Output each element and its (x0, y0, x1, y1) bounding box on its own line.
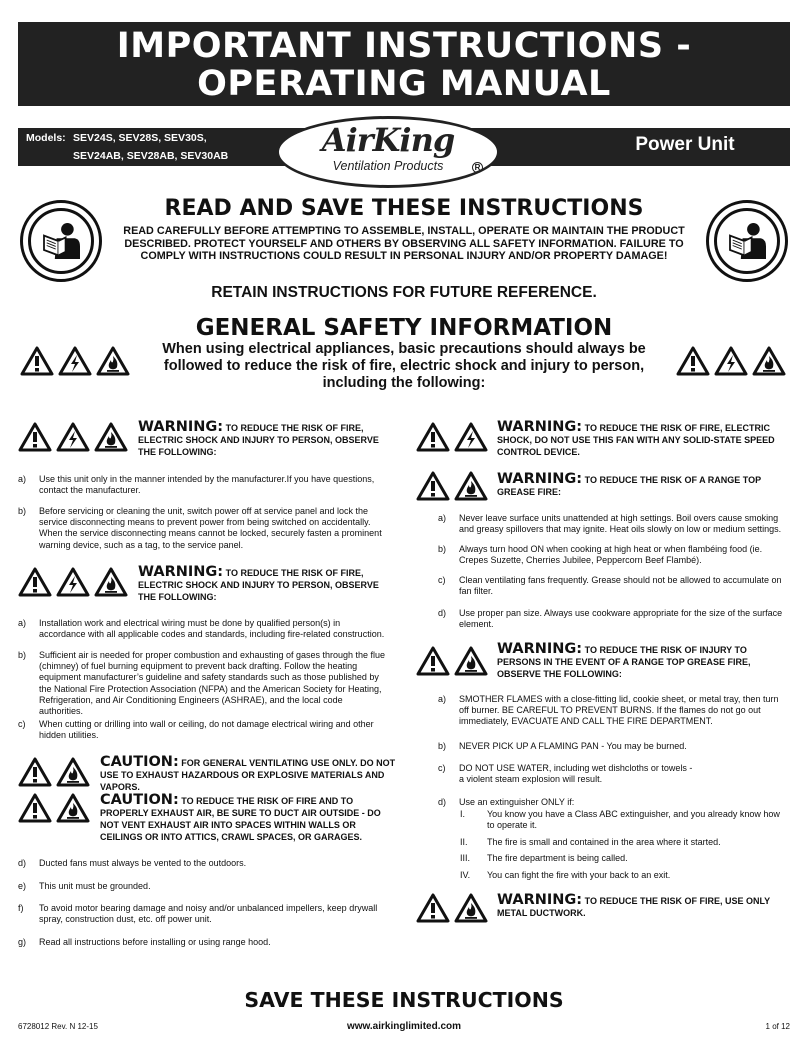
warning-heading (497, 894, 787, 919)
warning-label: WARNING: (138, 564, 224, 580)
item-letter: b) (18, 506, 27, 516)
warning-text: TO REDUCE THE RISK OF FIRE, ELECTRIC SHOCK AND INJURY TO PERSON, OBSERVE THE FOLLOWING: (138, 568, 379, 602)
item-text: SMOTHER FLAMES with a close-fitting lid, cookie sheet, or metal tray, then turn off burner. BE CAREFUL TO PREVENT BURNS. If the flames do not go out immediately, EVACUATE AND CALL THE FIRE DEPARTMENT. (459, 694, 779, 727)
item-text: Never leave surface units unattended at high settings. Boil overs cause smoking and greasy spillovers that may ignite. Heat oils slowly on low or medium settings. (459, 513, 782, 535)
warning-text: TO REDUCE THE RISK OF FIRE, ELECTRIC SHOCK AND INJURY TO PERSON, OBSERVE THE FOLLOWING: (138, 423, 379, 457)
fire-hazard-icon (96, 346, 130, 376)
warning-text: TO REDUCE THE RISK OF FIRE, USE ONLY METAL DUCTWORK. (497, 896, 770, 918)
item-letter: c) (438, 763, 446, 773)
document-number: 6728012 Rev. N 12-15 (18, 1022, 98, 1031)
item-text: Use proper pan size. Always use cookware appropriate for the size of the surface element. (459, 608, 783, 630)
caution-label: CAUTION: (100, 792, 179, 808)
warning-exclamation-icon (18, 567, 52, 597)
warning-exclamation-icon (676, 346, 710, 376)
website-link[interactable]: www.airkinglimited.com (346, 1021, 462, 1032)
read-manual-icon (706, 200, 788, 282)
registered-mark-icon: R (472, 162, 483, 173)
title-banner (18, 22, 790, 106)
fire-hazard-icon (454, 471, 488, 501)
general-safety-subtitle: When using electrical appliances, basic precautions should always be followed to reduce the risk of fire, electric shock and injury to person, including the following: (162, 341, 646, 391)
item-letter: d) (438, 608, 447, 618)
warning-exclamation-icon (18, 757, 52, 787)
hazard-icons (416, 646, 488, 676)
hazard-icons (18, 757, 90, 787)
item-letter: e) (18, 881, 27, 891)
item-text: DO NOT USE WATER, including wet dishcloths or towels - a violent steam explosion will result. (459, 763, 693, 785)
hazard-icons (416, 471, 488, 501)
warning-heading (497, 473, 787, 498)
item-letter: d) (18, 858, 27, 868)
item-text: Use an extinguisher ONLY if: (459, 797, 575, 807)
warning-label: WARNING: (497, 419, 583, 435)
warning-exclamation-icon (18, 793, 52, 823)
models-label: Models: (26, 132, 66, 144)
save-instructions-heading: SAVE THESE INSTRUCTIONS (244, 988, 564, 1012)
item-text: When cutting or drilling into wall or ceiling, do not damage electrical wiring and other hidden utilities. (39, 719, 374, 741)
item-text: Installation work and electrical wiring must be done by qualified person(s) in accordance with all applicable codes and standards, including fire-related construction. (39, 618, 385, 640)
fire-hazard-icon (56, 757, 90, 787)
electric-shock-icon (58, 346, 92, 376)
warning-label: WARNING: (497, 641, 583, 657)
caution-heading (100, 756, 396, 793)
warning-exclamation-icon (416, 422, 450, 452)
item-numeral: I. (460, 809, 466, 819)
fire-hazard-icon (94, 422, 128, 452)
caution-heading (100, 794, 396, 843)
warning-heading (138, 566, 388, 603)
item-text: The fire is small and contained in the area where it started. (487, 837, 721, 847)
fire-hazard-icon (56, 793, 90, 823)
item-text: Clean ventilating fans frequently. Grease should not be allowed to accumulate on fan filter. (459, 575, 782, 597)
warning-heading (497, 421, 787, 458)
warning-exclamation-icon (20, 346, 54, 376)
warning-heading (138, 421, 388, 458)
item-letter: a) (438, 513, 447, 523)
item-text: This unit must be grounded. (39, 881, 151, 891)
item-letter: b) (438, 741, 447, 751)
item-text: You know you have a Class ABC extinguisher, and you already know how to operate it. (487, 809, 780, 831)
hazard-icons (416, 893, 488, 923)
warning-label: WARNING: (497, 471, 583, 487)
item-text: Before servicing or cleaning the unit, switch power off at service panel and lock the service disconnecting means to prevent power from being switched on accidentally. When the service disconnecting means cannot be locked, securely fasten a prominent warning device, such as a tag, to the service panel. (39, 506, 382, 550)
read-save-heading: READ AND SAVE THESE INSTRUCTIONS (164, 196, 644, 221)
item-letter: g) (18, 937, 27, 947)
item-letter: a) (18, 618, 27, 628)
electric-shock-icon (56, 422, 90, 452)
warning-exclamation-icon (18, 422, 52, 452)
item-text: NEVER PICK UP A FLAMING PAN - You may be burned. (459, 741, 687, 751)
fire-hazard-icon (454, 893, 488, 923)
item-text: To avoid motor bearing damage and noisy and/or unbalanced impellers, keep drywall spray, construction dust, etc. off power unit. (39, 903, 378, 925)
general-safety-heading: GENERAL SAFETY INFORMATION (195, 315, 613, 341)
caution-text: FOR GENERAL VENTILATING USE ONLY. DO NOT USE TO EXHAUST HAZARDOUS OR EXPLOSIVE MATERIALS AND VAPORS. (100, 758, 396, 792)
item-letter: c) (438, 575, 446, 585)
electric-shock-icon (454, 422, 488, 452)
item-letter: a) (438, 694, 447, 704)
item-text: Always turn hood ON when cooking at high heat or when flambéing food (ie. Crepes Suzette, Cherries Jubilee, Peppercorn Beef Flambé). (459, 544, 763, 566)
hazard-icons (18, 793, 90, 823)
item-text: The fire department is being called. (487, 853, 628, 863)
caution-label: CAUTION: (100, 754, 179, 770)
fire-hazard-icon (94, 567, 128, 597)
fire-hazard-icon (454, 646, 488, 676)
item-letter: f) (18, 903, 24, 913)
item-text: Ducted fans must always be vented to the outdoors. (39, 858, 247, 868)
caution-text: TO REDUCE THE RISK OF FIRE AND TO PROPERLY EXHAUST AIR, BE SURE TO DUCT AIR OUTSIDE - DO NOT VENT EXHAUST AIR INTO SPACES WITHIN WALLS OR CEILINGS OR INTO ATTICS, CRAWL SPACES, OR GARAGES. (100, 796, 381, 842)
electric-shock-icon (56, 567, 90, 597)
brand-name: AirKing (321, 121, 455, 159)
item-text: Sufficient air is needed for proper combustion and exhausting of gases through the flue (chimney) of fuel burning equipment to prevent back drafting. Follow the heating equipment manufacturer’s guideline and safety standards such as those published by the National Fire Protection Association (NFPA) and the American Society for Heating, Refrigeration, and Air Conditioning Engineers (ASHRAE), and the local code authorities. (39, 650, 386, 717)
warning-exclamation-icon (416, 646, 450, 676)
item-numeral: II. (460, 837, 468, 847)
read-save-body: READ CAREFULLY BEFORE ATTEMPTING TO ASSEMBLE, INSTALL, OPERATE OR MAINTAIN THE PRODUCT DESCRIBED. PROTECT YOURSELF AND OTHERS BY OBSERVING ALL SAFETY INFORMATION. FAILURE TO COMPLY WITH INSTRUCTIONS COULD RESULT IN PERSONAL INJURY AND/OR PROPERTY DAMAGE! (123, 225, 685, 262)
item-letter: b) (18, 650, 27, 660)
warning-label: WARNING: (497, 892, 583, 908)
fire-hazard-icon (752, 346, 786, 376)
electric-shock-icon (714, 346, 748, 376)
hazard-icons (18, 567, 128, 597)
hazard-icons-right (676, 346, 786, 376)
item-numeral: III. (460, 853, 471, 863)
item-text: You can fight the fire with your back to an exit. (487, 870, 671, 880)
warning-text: TO REDUCE THE RISK OF FIRE, ELECTRIC SHOCK, DO NOT USE THIS FAN WITH ANY SOLID-STATE SPEED CONTROL DEVICE. (497, 423, 775, 457)
item-text: Read all instructions before installing or using range hood. (39, 937, 271, 947)
item-letter: b) (438, 544, 447, 554)
models-line-2: SEV24AB, SEV28AB, SEV30AB (73, 150, 229, 162)
item-text: Use this unit only in the manner intended by the manufacturer.If you have questions, contact the manufacturer. (39, 474, 375, 496)
item-letter: d) (438, 797, 447, 807)
models-line-1: SEV24S, SEV28S, SEV30S, (73, 132, 207, 144)
product-name: Power Unit (635, 134, 735, 155)
warning-exclamation-icon (416, 471, 450, 501)
hazard-icons (18, 422, 128, 452)
item-numeral: IV. (460, 870, 471, 880)
warning-heading (497, 643, 789, 680)
read-manual-icon (20, 200, 102, 282)
item-letter: a) (18, 474, 27, 484)
title-line-1: IMPORTANT INSTRUCTIONS - (116, 26, 692, 66)
warning-text: TO REDUCE THE RISK OF INJURY TO PERSONS IN THE EVENT OF A RANGE TOP GREASE FIRE, OBSERVE THE FOLLOWING: (497, 645, 751, 679)
warning-label: WARNING: (138, 419, 224, 435)
warning-exclamation-icon (416, 893, 450, 923)
item-letter: c) (18, 719, 26, 729)
page-number: 1 of 12 (765, 1022, 790, 1031)
warning-text: TO REDUCE THE RISK OF A RANGE TOP GREASE FIRE: (497, 475, 761, 497)
retain-notice: RETAIN INSTRUCTIONS FOR FUTURE REFERENCE. (211, 284, 597, 301)
hazard-icons-left (20, 346, 130, 376)
title-line-2: OPERATING MANUAL (197, 64, 611, 104)
brand-subtitle: Ventilation Products (332, 159, 444, 173)
hazard-icons (416, 422, 488, 452)
